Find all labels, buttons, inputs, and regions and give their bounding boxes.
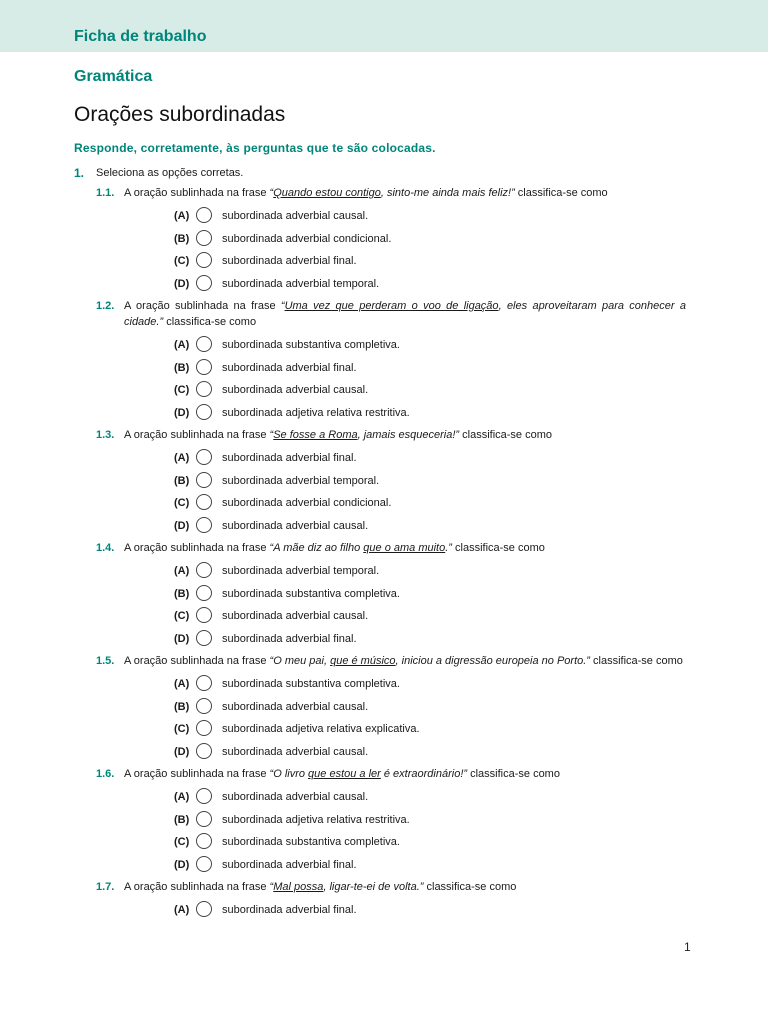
option-list [124,560,686,650]
option-text: subordinada adverbial temporal. [222,474,380,487]
radio-circle-icon[interactable] [196,788,212,804]
radio-circle-icon[interactable] [196,607,212,623]
option-list [124,447,686,537]
option-letter: (B) [174,813,190,826]
answer-option[interactable] [124,205,686,228]
radio-circle-icon[interactable] [196,517,212,533]
sub-question-stem [124,879,686,895]
answer-option[interactable] [124,560,686,583]
option-letter: (A) [174,452,190,464]
answer-option[interactable] [124,854,686,877]
answer-option[interactable] [124,899,686,922]
radio-circle-icon[interactable] [196,230,212,246]
sub-question-stem [124,185,686,201]
option-letter: (A) [174,904,190,916]
option-letter: (D) [174,406,190,419]
radio-circle-icon[interactable] [196,449,212,465]
question-content [74,164,686,925]
sub-question [74,653,686,763]
sub-question-stem [124,298,686,330]
question-1 [74,164,686,184]
option-letter: (B) [174,587,190,600]
stem-tail: classifica-se como [423,881,517,893]
stem-quote-rest: , eles aproveitaram para conhecer a cidade.” [124,300,686,328]
option-letter: (B) [174,700,190,713]
sub-question [74,879,686,922]
sub-question [74,766,686,876]
sub-question-number: 1.2. [96,300,115,312]
option-text: subordinada adverbial final. [222,904,357,916]
option-letter: (C) [174,255,190,267]
section-title: Gramática [74,68,153,85]
radio-circle-icon[interactable] [196,743,212,759]
answer-option[interactable] [124,492,686,515]
answer-option[interactable] [124,357,686,380]
option-letter: (A) [174,565,190,577]
option-text: subordinada substantiva completiva. [222,678,400,690]
option-text: subordinada substantiva completiva. [222,587,400,600]
option-text: subordinada adverbial final. [222,632,357,645]
option-text: subordinada adverbial final. [222,255,357,267]
radio-circle-icon[interactable] [196,856,212,872]
option-letter: (B) [174,361,190,374]
option-text: subordinada adverbial causal. [222,791,369,803]
option-letter: (A) [174,678,190,690]
option-letter: (A) [174,210,190,222]
option-letter: (C) [174,610,190,622]
radio-circle-icon[interactable] [196,585,212,601]
sub-question [74,540,686,650]
option-text: subordinada adjetiva relativa restritiva. [222,406,410,419]
option-letter: (D) [174,277,190,290]
sub-question-stem [124,427,686,443]
stem-lead: A oração sublinhada na frase “ [124,300,285,312]
option-letter: (D) [174,519,190,532]
page-title: Orações subordinadas [74,103,286,126]
sub-question [74,185,686,295]
option-letter: (B) [174,232,190,245]
stem-lead: A oração sublinhada na frase “ [124,881,274,893]
stem-lead: A oração sublinhada na frase “ [124,187,274,199]
stem-lead: A oração sublinhada na frase “O meu pai, [124,655,331,667]
stem-tail: classifica-se como [163,316,257,328]
stem-tail: classifica-se como [589,655,683,667]
answer-option[interactable] [124,628,686,651]
answer-option[interactable] [124,605,686,628]
option-text: subordinada adverbial temporal. [222,277,380,290]
option-text: subordinada adverbial causal. [222,610,369,622]
answer-option[interactable] [124,273,686,296]
answer-option[interactable] [124,447,686,470]
underlined-clause: que o ama muito [363,542,446,554]
radio-circle-icon[interactable] [196,336,212,352]
option-letter: (D) [174,858,190,871]
stem-quote-rest: é extraordinário!” [380,768,468,780]
stem-tail: classifica-se como [514,187,608,199]
stem-tail: classifica-se como [451,542,545,554]
answer-option[interactable] [124,228,686,251]
answer-option[interactable] [124,786,686,809]
radio-circle-icon[interactable] [196,494,212,510]
sub-question-stem [124,540,686,556]
answer-option[interactable] [124,696,686,719]
option-text: subordinada adjetiva relativa restritiva. [222,813,410,826]
option-text: subordinada adverbial condicional. [222,232,392,245]
stem-quote-rest: , iniciou a digressão europeia no Porto.” [395,655,590,667]
stem-lead: A oração sublinhada na frase “O livro [124,768,309,780]
answer-option[interactable] [124,673,686,696]
option-text: subordinada substantiva completiva. [222,836,400,848]
option-list [124,899,686,922]
underlined-clause: Quando estou contigo [273,187,381,199]
answer-option[interactable] [124,379,686,402]
answer-option[interactable] [124,470,686,493]
radio-circle-icon[interactable] [196,720,212,736]
radio-circle-icon[interactable] [196,359,212,375]
option-text: subordinada substantiva completiva. [222,339,400,351]
radio-circle-icon[interactable] [196,381,212,397]
radio-circle-icon[interactable] [196,207,212,223]
underlined-clause: Uma vez que perderam o voo de ligação [284,300,499,312]
answer-option[interactable] [124,831,686,854]
question-items [74,185,686,922]
underlined-clause: que estou a ler [308,768,381,780]
answer-option[interactable] [124,515,686,538]
option-letter: (D) [174,632,190,645]
page-number: 1 [684,940,691,954]
option-text: subordinada adverbial causal. [222,700,369,713]
radio-circle-icon[interactable] [196,833,212,849]
option-letter: (A) [174,791,190,803]
sub-question-number: 1.5. [96,655,115,667]
radio-circle-icon[interactable] [196,404,212,420]
answer-option[interactable] [124,250,686,273]
option-letter: (C) [174,723,190,735]
option-letter: (D) [174,745,190,758]
stem-tail: classifica-se como [467,768,560,780]
option-letter: (C) [174,384,190,396]
sub-question-number: 1.4. [96,542,115,554]
stem-lead: A oração sublinhada na frase “A mãe diz ao filho [124,542,364,554]
option-text: subordinada adverbial temporal. [222,565,380,577]
radio-circle-icon[interactable] [196,252,212,268]
stem-quote-rest: .” [445,542,452,554]
underlined-clause: Mal possa [273,881,324,893]
underlined-clause: que é músico [330,655,396,667]
sub-question [74,298,686,424]
stem-quote-rest: , ligar-te-ei de volta.” [323,881,424,893]
option-text: subordinada adverbial causal. [222,384,369,396]
option-list [124,334,686,424]
stem-quote-rest: , jamais esqueceria!” [357,429,460,441]
answer-option[interactable] [124,741,686,764]
option-list [124,786,686,876]
option-text: subordinada adverbial final. [222,858,357,871]
option-letter: (C) [174,497,190,509]
radio-circle-icon[interactable] [196,675,212,691]
option-list [124,673,686,763]
question-number: 1. [74,166,85,180]
worksheet-title: Ficha de trabalho [74,28,207,45]
radio-circle-icon[interactable] [196,630,212,646]
sub-question-stem [124,766,686,782]
stem-lead: A oração sublinhada na frase “ [124,429,274,441]
sub-question-number: 1.6. [96,768,115,780]
answer-option[interactable] [124,583,686,606]
answer-option[interactable] [124,809,686,832]
radio-circle-icon[interactable] [196,698,212,714]
option-list [124,205,686,295]
option-text: subordinada adverbial final. [222,361,357,374]
instruction-text: Responde, corretamente, às perguntas que te são colocadas. [74,141,436,155]
option-text: subordinada adverbial causal. [222,519,369,532]
sub-question-number: 1.3. [96,429,115,441]
answer-option[interactable] [124,402,686,425]
answer-option[interactable] [124,334,686,357]
option-text: subordinada adverbial final. [222,452,357,464]
radio-circle-icon[interactable] [196,811,212,827]
stem-quote-rest: , sinto-me ainda mais feliz!” [380,187,515,199]
option-letter: (A) [174,339,190,351]
option-text: subordinada adverbial causal. [222,745,369,758]
radio-circle-icon[interactable] [196,562,212,578]
sub-question [74,427,686,537]
option-letter: (C) [174,836,190,848]
option-text: subordinada adverbial causal. [222,210,369,222]
option-text: subordinada adverbial condicional. [222,497,392,509]
option-letter: (B) [174,474,190,487]
option-text: subordinada adjetiva relativa explicativa. [222,723,420,735]
radio-circle-icon[interactable] [196,901,212,917]
sub-question-number: 1.1. [96,187,115,199]
stem-tail: classifica-se como [459,429,553,441]
answer-option[interactable] [124,718,686,741]
sub-question-number: 1.7. [96,881,115,893]
question-text: Seleciona as opções corretas. [96,167,244,179]
radio-circle-icon[interactable] [196,472,212,488]
sub-question-stem [124,653,686,669]
radio-circle-icon[interactable] [196,275,212,291]
underlined-clause: Se fosse a Roma [273,429,358,441]
